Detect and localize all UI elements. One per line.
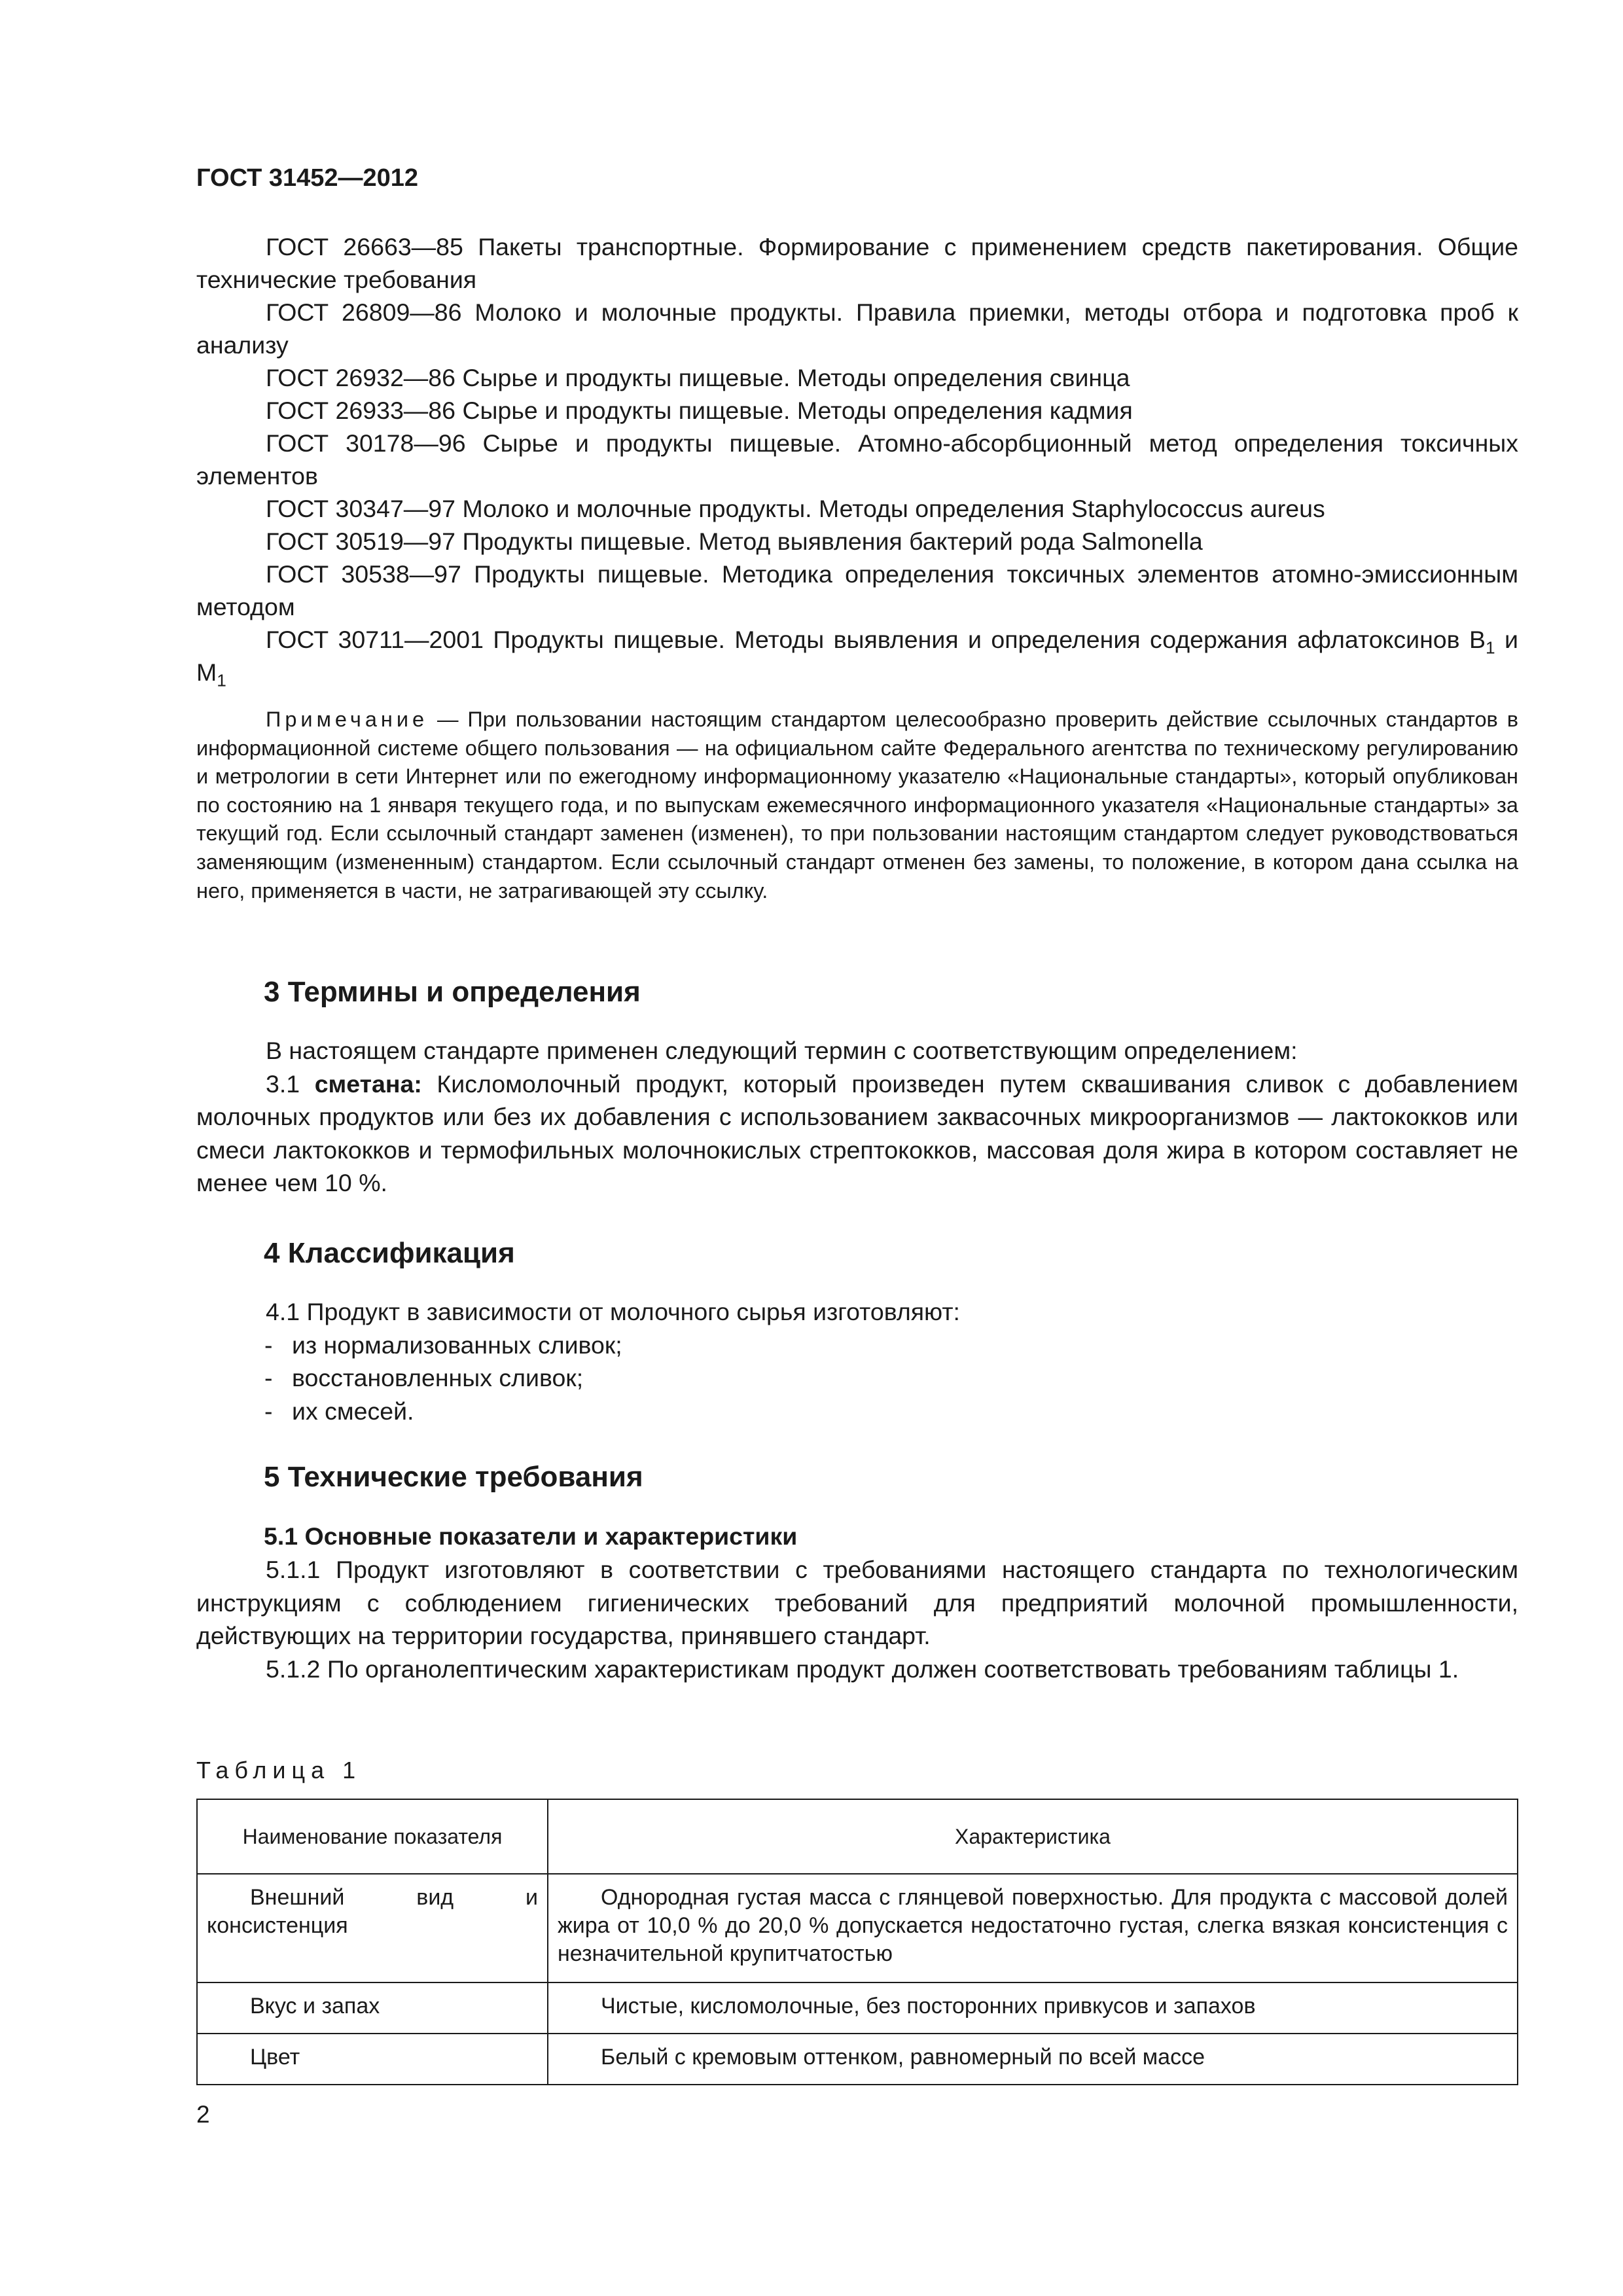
table-cell-indicator: Вкус и запах <box>197 1982 548 2034</box>
clause-5-1-2: 5.1.2 По органолептическим характеристикам продукт должен соответствовать требованиям таблицы 1. <box>266 1655 1459 1683</box>
list-item: - из нормализованных сливок; <box>264 1331 622 1359</box>
table-cell-indicator: Цвет <box>197 2034 548 2085</box>
section-4-intro: 4.1 Продукт в зависимости от молочного сырья изготовляют: <box>266 1298 960 1325</box>
table-cell-characteristic: Чистые, кисломолочные, без посторонних привкусов и запахов <box>548 1982 1518 2034</box>
reference-item: ГОСТ 26932—86 Сырье и продукты пищевые. Методы определения свинца <box>266 364 1130 391</box>
note-paragraph <box>196 706 1518 905</box>
table-row <box>197 1874 1518 1982</box>
reference-item: ГОСТ 30347—97 Молоко и молочные продукты. Методы определения Staphylococcus aureus <box>266 495 1325 522</box>
reference-item: ГОСТ 26933—86 Сырье и продукты пищевые. Методы определения кадмия <box>266 397 1133 424</box>
section-3-heading: 3 Термины и определения <box>264 976 641 1008</box>
table-header-row <box>197 1799 1518 1874</box>
page-number: 2 <box>196 2101 210 2128</box>
term: сметана: <box>314 1069 422 1098</box>
section-5-heading: 5 Технические требования <box>264 1461 643 1493</box>
table-header-cell: Характеристика <box>548 1799 1518 1874</box>
section-5-body <box>196 1553 1518 1685</box>
list-item: - восстановленных сливок; <box>264 1364 584 1391</box>
table-header-cell: Наименование показателя <box>197 1799 548 1874</box>
table-cell-characteristic: Однородная густая масса с глянцевой поверхностью. Для продукта с массовой долей жира от 10,0 % до 20,0 % допускается недостаточно густая, слегка вязкая консистенция с незначительной крупитчатостью <box>548 1874 1518 1982</box>
reference-item: ГОСТ 30711—2001 Продукты пищевые. Методы выявления и определения содержания афлатоксинов $B_1$ и $M_1$ <box>196 626 1518 691</box>
document-code: ГОСТ 31452—2012 <box>196 164 419 192</box>
table-label: Таблица 1 <box>196 1757 362 1784</box>
section-3-intro: В настоящем стандарте применен следующий термин с соответствующим определением: <box>266 1037 1298 1064</box>
table-row <box>197 1982 1518 2034</box>
section-4-body <box>196 1295 1518 1427</box>
normative-references <box>196 230 1518 689</box>
note-label: Примечание <box>266 708 429 731</box>
reference-item: ГОСТ 30178—96 Сырье и продукты пищевые. Атомно-абсорбционный метод определения токсичных элементов <box>196 429 1518 490</box>
section-5-1-heading: 5.1 Основные показатели и характеристики <box>264 1522 798 1550</box>
term-definition: 3.1 сметана: Кисломолочный продукт, который произведен путем сквашивания сливок с добавлением молочных продуктов или без их добавления с использованием заквасочных микроорганизмов — лактококков или смеси лактококков и термофильных молочнокислых стрептококков, массовая доля жира в котором составляет не менее чем 10 %. <box>196 1069 1518 1196</box>
note-text: — При пользовании настоящим стандартом целесообразно проверить действие ссылочных стандартов в информационной системе общего пользования — на официальном сайте Федерального агентства по техническому регулированию и метрологии в сети Интернет или по ежегодному информационному указателю «Национальные стандарты», который опубликован по состоянию на 1 января текущего года, и по выпускам ежемесячного информационного указателя «Национальные стандарты» за текущий год. Если ссылочный стандарт заменен (изменен), то при пользовании настоящим стандартом следует руководствоваться заменяющим (измененным) стандартом. Если ссылочный стандарт отменен без замены, то положение, в котором дана ссылка на него, применяется в части, не затрагивающей эту ссылку. <box>196 708 1518 903</box>
reference-item: ГОСТ 26809—86 Молоко и молочные продукты. Правила приемки, методы отбора и подготовка проб к анализу <box>196 298 1518 359</box>
reference-item: ГОСТ 30538—97 Продукты пищевые. Методика определения токсичных элементов атомно-эмиссионным методом <box>196 560 1518 620</box>
organoleptic-table <box>196 1799 1518 2085</box>
section-3-body <box>196 1034 1518 1200</box>
list-item: - их смесей. <box>264 1397 414 1425</box>
clause-5-1-1: 5.1.1 Продукт изготовляют в соответствии с требованиями настоящего стандарта по технологическим инструкциям с соблюдением гигиенических требований для предприятий молочной промышленности, действующих на территории государства, принявшего стандарт. <box>196 1556 1518 1649</box>
table-cell-indicator: Внешний вид и консистенция <box>197 1874 548 1982</box>
reference-item: ГОСТ 26663—85 Пакеты транспортные. Формирование с применением средств пакетирования. Общие технические требования <box>196 233 1518 293</box>
reference-item: ГОСТ 30519—97 Продукты пищевые. Метод выявления бактерий рода Salmonella <box>266 528 1203 555</box>
section-4-heading: 4 Классификация <box>264 1237 515 1269</box>
table-row <box>197 2034 1518 2085</box>
table-cell-characteristic: Белый с кремовым оттенком, равномерный по всей массе <box>548 2034 1518 2085</box>
